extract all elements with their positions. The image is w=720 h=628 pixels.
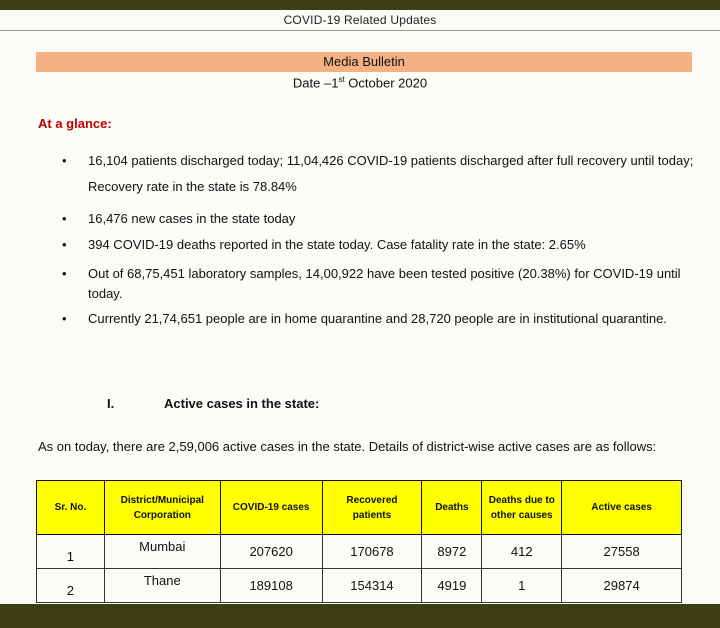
bullet-icon: • [62,266,67,281]
page-header: COVID-19 Related Updates [283,13,437,27]
header-other-deaths: Deaths due to other causes [482,481,562,535]
cell-district: Mumbai [104,535,220,569]
date-prefix: Date –1 [292,75,339,91]
bulletin-title: Media Bulletin [36,52,692,72]
at-a-glance-heading: At a glance: [38,116,112,131]
table-header-row [37,481,682,535]
cell-recovered: 154314 [322,569,422,603]
cell-covid-cases: 207620 [220,535,322,569]
list-item: • 394 COVID-19 deaths reported in the state today. Case fatality rate in the state: 2.65% [60,232,700,258]
glance-list [60,148,700,332]
document-page [0,10,720,604]
cell-district: Thane [104,569,220,603]
bulletin-date [0,75,720,90]
section-number: I. [107,396,115,411]
bullet-icon: • [62,153,67,168]
cell-covid-cases: 189108 [220,569,322,603]
cell-active-cases: 29874 [562,569,682,603]
list-item: • 16,104 patients discharged today; 11,04,426 COVID-19 patients discharged after full recovery until today; Recovery rate in the state is 78.84% [60,148,700,200]
cell-deaths: 8972 [422,535,482,569]
bullet-icon: • [62,237,67,252]
cell-sr-no: 1 [37,535,105,569]
section-title: Active cases in the state: [164,396,320,411]
cell-sr-no: 2 [37,569,105,603]
table-row [37,535,682,569]
header-sr-no: Sr. No. [37,481,105,535]
cell-active-cases: 27558 [562,535,682,569]
list-item: • 16,476 new cases in the state today [60,206,700,232]
header-district: District/Municipal Corporation [104,481,220,535]
district-cases-table [36,480,682,603]
header-active-cases: Active cases [562,481,682,535]
header-covid-cases: COVID-19 cases [220,481,322,535]
header-divider [0,30,720,31]
cell-other-deaths: 412 [482,535,562,569]
header-deaths: Deaths [422,481,482,535]
table-row [37,569,682,603]
cell-recovered: 170678 [322,535,422,569]
cell-other-deaths: 1 [482,569,562,603]
list-item: • Out of 68,75,451 laboratory samples, 14,00,922 have been tested positive (20.38%) for COVID-19 until today. [62,266,681,301]
photo-frame-bottom [0,604,720,628]
bullet-icon: • [62,211,67,226]
cell-deaths: 4919 [422,569,482,603]
list-item: • Currently 21,74,651 people are in home quarantine and 28,720 people are in institutional quarantine. [60,306,700,332]
bullet-icon: • [62,311,67,326]
date-superscript: st [338,75,345,84]
active-cases-paragraph: As on today, there are 2,59,006 active cases in the state. Details of district-wise active cases are as follows: [38,439,657,454]
date-suffix: October 2020 [344,75,428,91]
header-recovered: Recovered patients [322,481,422,535]
